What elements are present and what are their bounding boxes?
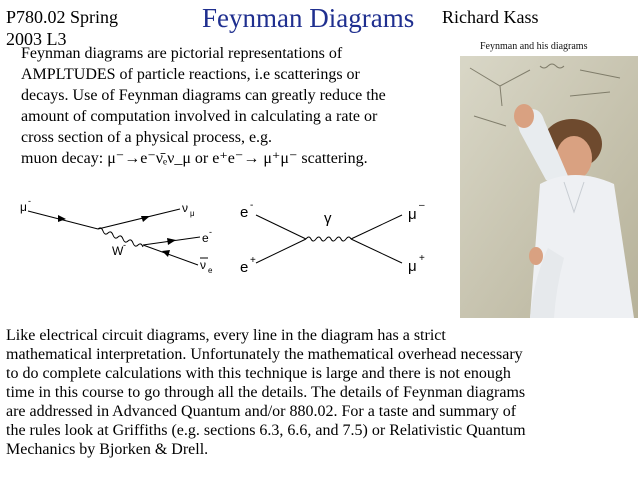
e-plus-line	[256, 239, 306, 263]
nubar-e-line	[143, 245, 198, 265]
example-line	[21, 148, 368, 170]
mu-in-label: μ	[20, 200, 27, 214]
nu-mu-arrow	[141, 216, 150, 222]
mu-minus-label: μ	[408, 206, 417, 223]
lecture-number: 2003 L3	[6, 29, 67, 49]
closing-line: Mechanics by Bjorken & Drell.	[6, 441, 209, 458]
nu-mu-sub: μ	[190, 209, 195, 218]
mu-minus-charge: –	[419, 200, 425, 211]
intro-line: decays. Use of Feynman diagrams can greatly reduce the	[21, 87, 386, 104]
e-minus-label: e	[240, 204, 249, 221]
e-out-label: e	[202, 231, 209, 245]
author-name: Richard Kass	[442, 7, 539, 27]
closing-line: are addressed in Advanced Quantum and/or 880.02. For a taste and summary of	[6, 403, 517, 420]
photo-caption: Feynman and his diagrams	[480, 41, 588, 52]
example-suffix: scattering.	[301, 150, 368, 167]
closing-line: to do complete calculations with this technique is large and there is not enough	[6, 365, 511, 382]
photon-line	[306, 237, 351, 241]
electron-arrow	[167, 238, 176, 245]
closing-line: Like electrical circuit diagrams, every line in the diagram has a strict	[6, 327, 446, 344]
mu-in-charge: -	[28, 196, 31, 206]
muon-decay-equation: μ⁻→e⁻ν̄ₑν_μ	[107, 150, 191, 167]
nu-mu-line	[98, 209, 180, 229]
mu-minus-line	[351, 215, 402, 239]
feynman-diagrams	[10, 193, 450, 288]
e-out-charge: -	[209, 227, 212, 237]
intro-line: cross section of a physical process, e.g.	[21, 129, 273, 146]
example-or: or	[190, 150, 213, 167]
muon-decay-diagram	[20, 196, 213, 275]
intro-line: AMPLTUDES of particle reactions, i.e scatterings or	[21, 66, 360, 83]
intro-line: Feynman diagrams are pictorial representations of	[21, 45, 343, 62]
closing-line: mathematical interpretation. Unfortunately the mathematical overhead necessary	[6, 346, 523, 363]
mu-plus-charge: +	[419, 253, 425, 264]
feynman-photo	[460, 56, 638, 318]
scattering-diagram	[240, 200, 425, 276]
nubar-e-arrow	[162, 250, 170, 257]
example-prefix: muon decay:	[21, 150, 108, 167]
gamma-label: γ	[324, 210, 332, 227]
closing-paragraph	[6, 326, 636, 459]
nu-mu-label: ν	[182, 201, 188, 215]
e-plus-label: e	[240, 259, 249, 276]
nubar-e-sub: e	[208, 266, 213, 275]
e-minus-line	[256, 215, 306, 239]
page-title: Feynman Diagrams	[202, 3, 415, 33]
e-minus-charge: -	[250, 200, 254, 211]
e-plus-charge: +	[250, 255, 256, 266]
course-name: P780.02 Spring	[6, 7, 119, 27]
scattering-equation: e⁺e⁻→ μ⁺μ⁻	[212, 150, 298, 167]
intro-paragraph	[21, 43, 431, 148]
intro-line: amount of computation involved in calculating a rate or	[21, 108, 378, 125]
mu-plus-line	[351, 239, 402, 263]
w-charge: -	[123, 240, 126, 250]
mu-plus-label: μ	[408, 258, 417, 275]
closing-line: time in this course to go through all the details. The details of Feynman diagrams	[6, 384, 526, 401]
w-label: W	[112, 244, 124, 258]
closing-line: the rules look at Griffiths (e.g. sections 6.3, 6.6, and 7.5) or Relativistic Quantum	[6, 422, 526, 439]
nubar-e-label: ν	[200, 258, 206, 272]
